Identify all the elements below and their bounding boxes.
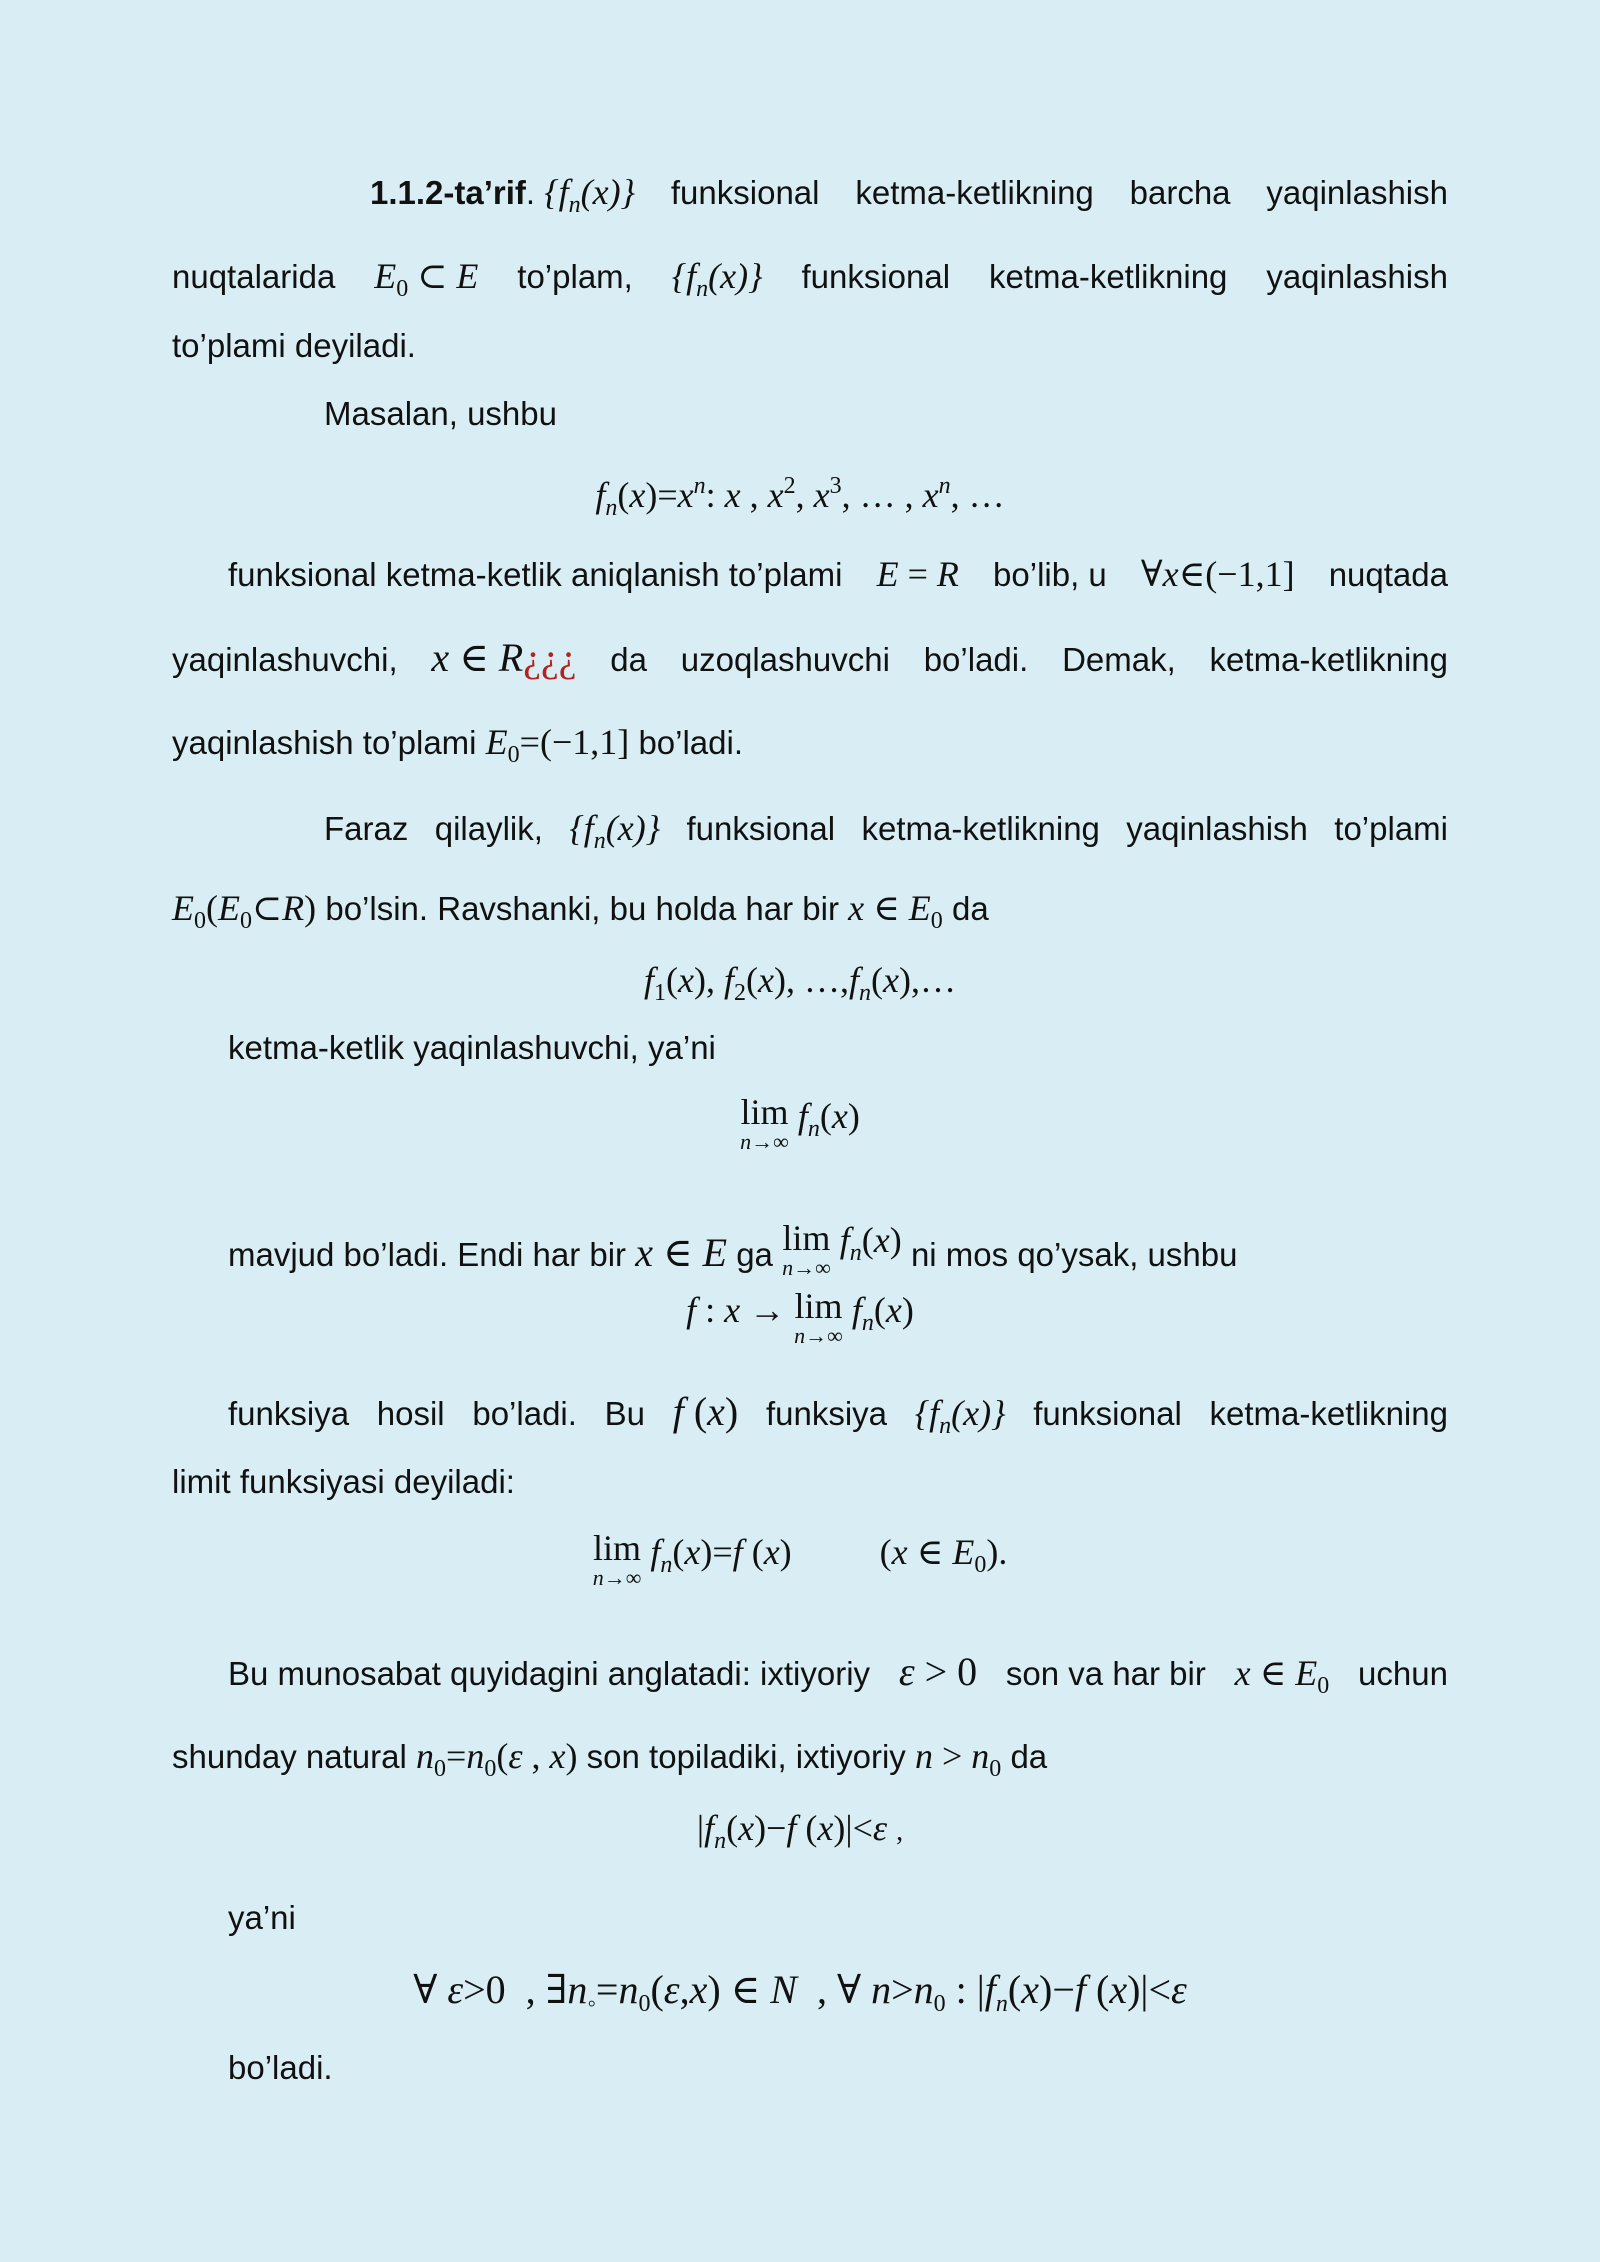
- text: Bu munosabat quyidagini anglatadi: ixtiyoriy: [228, 1655, 871, 1692]
- example-intro: Masalan, ushbu: [324, 395, 557, 432]
- membership-formula: x ∈ E: [635, 1230, 728, 1275]
- word: funksional: [670, 174, 820, 211]
- word: bo’ladi.: [923, 641, 1029, 678]
- word: bo’ladi.: [472, 1395, 577, 1432]
- inequality-formula: $|f_n(x)-f$ (x)|<ε ,: [696, 1808, 904, 1854]
- word: uzoqlashuvchi: [680, 641, 890, 678]
- text: son va har bir: [1005, 1655, 1206, 1692]
- word: hosil: [376, 1395, 445, 1432]
- sequence-values-formula: $f_1(x)$, $f_2(x)$, $\dots,f_n(x),\dots$: [644, 960, 956, 1006]
- example-line-2: [172, 635, 1448, 680]
- p3-line-1: [324, 808, 1448, 861]
- word: funksional: [801, 258, 951, 295]
- word: yaqinlashish: [1266, 258, 1448, 295]
- text: bo’ladi.: [638, 724, 744, 761]
- example-line-3: [172, 722, 743, 775]
- p3-line-4: [228, 1220, 1237, 1280]
- seq-formula: $\{f_n(x)\}$: [914, 1393, 1006, 1439]
- membership-formula: x ∈ R¿¿¿: [431, 635, 577, 680]
- text: da: [1010, 1738, 1048, 1775]
- yani-text: ya’ni: [228, 1899, 296, 1936]
- text: ni mos qo’ysak, ushbu: [910, 1236, 1238, 1273]
- limit-function-equation: lim n→∞ $f_n(x)=f$ (x) (x ∈ $E_0$).: [592, 1528, 1008, 1590]
- forall-interval-formula: ∀x∈(−1,1]: [1140, 554, 1295, 594]
- word: funksional: [1033, 1395, 1182, 1432]
- word: funksiya: [765, 1395, 888, 1432]
- text: bo’lsin. Ravshanki, bu holda har bir: [325, 890, 839, 927]
- word: nuqtalarida: [172, 258, 336, 295]
- period: .: [998, 1532, 1008, 1572]
- word: funksiya: [228, 1395, 350, 1432]
- word: ketma-ketlikning: [1209, 641, 1448, 678]
- p4-line-1: [228, 1389, 1448, 1446]
- p5-line-1: [228, 1649, 1448, 1706]
- word: barcha: [1129, 174, 1231, 211]
- word: ketma-ketlikning: [855, 174, 1094, 211]
- limit-formula: lim n→∞ $f_n(x)$: [740, 1092, 860, 1154]
- mapping-formula: f : x → lim n→∞ $f_n(x)$: [686, 1286, 914, 1348]
- text: yaqinlashuvchi,: [172, 641, 398, 678]
- def-line-3: to’plami deyiladi.: [172, 327, 416, 364]
- garbled-chars: ¿¿¿: [523, 635, 577, 680]
- quantifier-formula: ∀ ε>0 , $\exists n_◦=n_0(\varepsilon,x)$ ∈ N , ∀ $n>n_0$ : $|f_n(x)-f$ (x)|<ε: [413, 1967, 1187, 2017]
- example-line-1: [228, 554, 1448, 595]
- text: nuqtada: [1328, 556, 1448, 593]
- word: Faraz: [324, 810, 409, 847]
- text: yaqinlashish to’plami: [172, 724, 477, 761]
- lim-operator: lim: [740, 1092, 789, 1132]
- word: funksional: [686, 810, 836, 847]
- word: ketma-ketlikning: [1209, 1395, 1448, 1432]
- text: da: [951, 890, 989, 927]
- n-greater-formula: $n > n_0$: [914, 1736, 1002, 1782]
- word: Demak,: [1062, 641, 1176, 678]
- seq-formula: $\{f_n(x)\}$: [544, 172, 636, 218]
- epsilon-formula: ε > 0: [898, 1649, 978, 1694]
- subset-formula: $E_0$ ⊂ E: [374, 256, 479, 302]
- word: to’plam,: [517, 258, 633, 295]
- word: ketma-ketlikning: [861, 810, 1100, 847]
- inline-limit-formula: lim n→∞ $f_n(x)$: [782, 1218, 902, 1280]
- text: son topiladiki, ixtiyoriy: [586, 1738, 906, 1775]
- text: bo’lib, u: [993, 556, 1107, 593]
- text: ga: [736, 1236, 773, 1273]
- seq-formula: $\{f_n(x)\}$: [569, 808, 661, 854]
- membership-formula: x ∈ $E_0$: [848, 888, 943, 934]
- text: shunday natural: [172, 1738, 407, 1775]
- p3-line-2: [172, 888, 989, 941]
- seq-formula: $\{f_n(x)\}$: [671, 256, 763, 302]
- domain-formula: E = R: [876, 554, 959, 594]
- word: Bu: [604, 1395, 645, 1432]
- membership-formula: x ∈ $E_0$: [1234, 1653, 1330, 1699]
- p3-line-3: ketma-ketlik yaqinlashuvchi, ya’ni: [228, 1029, 716, 1066]
- word: ketma-ketlikning: [988, 258, 1228, 295]
- word: yaqinlashish: [1266, 174, 1448, 211]
- word: da: [610, 641, 647, 678]
- convergence-set-formula: $E_0=(-1,1]$: [485, 722, 630, 768]
- limit-function-formula: f (x): [672, 1389, 739, 1434]
- word: qilaylik,: [434, 810, 543, 847]
- def-line-2: [172, 256, 1448, 309]
- def-line-1: 1.1.2-ta’rif. $\{f_n(x)\}$ funksional ketma-ketlikning barcha yaqinlashish: [370, 172, 1448, 218]
- p5-line-2: [172, 1736, 1047, 1789]
- p4-line-2: limit funksiyasi deyiladi:: [172, 1463, 515, 1500]
- definition-label: 1.1.2-ta’rif: [370, 174, 526, 211]
- example-formula: $f_n(x)=x^n$: x , $x^2$, $x^3$, … , $x^n$, …: [595, 473, 1005, 521]
- text: funksional ketma-ketlik aniqlanish to’plami: [228, 556, 843, 593]
- word: yaqinlashish: [1126, 810, 1308, 847]
- comma: ,: [896, 1816, 904, 1847]
- set-formula: $E_0(E_0\subset R)$: [172, 888, 317, 934]
- word: to’plami: [1334, 810, 1448, 847]
- n0-formula: $n_0=n_0(\varepsilon$ , x): [416, 1736, 578, 1782]
- text: mavjud bo’ladi. Endi har bir: [228, 1236, 627, 1273]
- closing-text: bo’ladi.: [228, 2049, 333, 2086]
- text: uchun: [1358, 1655, 1448, 1692]
